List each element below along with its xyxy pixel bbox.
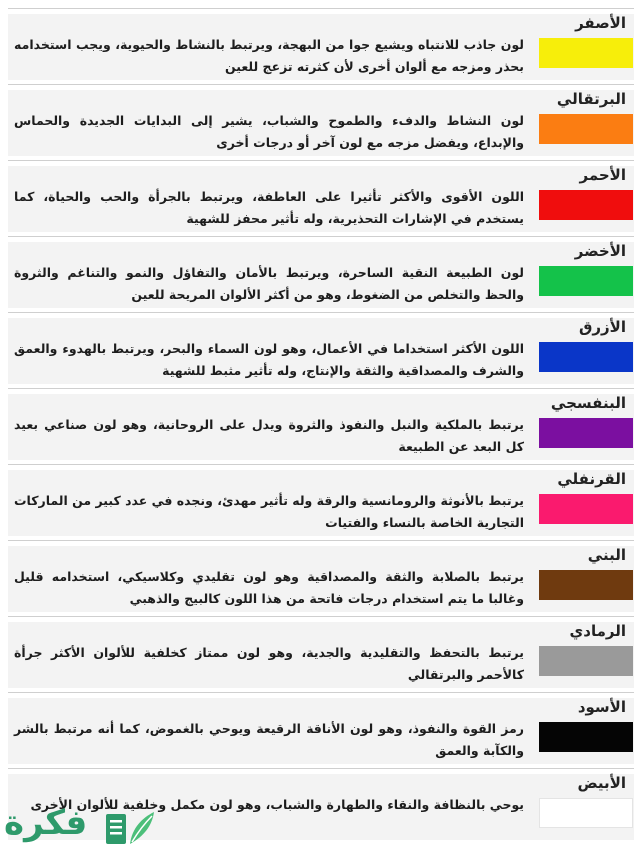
row-divider <box>8 464 634 465</box>
color-swatch <box>539 646 633 676</box>
color-row <box>0 536 640 612</box>
color-description: اللون الأقوى والأكثر تأثيرا على العاطفة، ويرتبط بالجرأة والحب والحياة، كما يستخدم في الإشارات التحذيرية، وله تأثير محفز للشهية <box>14 189 524 226</box>
color-swatch <box>539 266 633 296</box>
color-row <box>0 232 640 308</box>
color-swatch <box>539 38 633 68</box>
color-description: يرتبط بالملكية والنبل والنفوذ والثروة ويدل على الروحانية، وهو لون صناعي بعيد كل البعد عن الطبيعة <box>14 417 524 454</box>
color-swatch <box>539 114 633 144</box>
row-divider <box>8 236 634 237</box>
row-divider <box>8 312 634 313</box>
color-row <box>0 384 640 460</box>
row-divider <box>8 388 634 389</box>
color-swatch <box>539 418 633 448</box>
color-row <box>0 156 640 232</box>
row-divider <box>8 768 634 769</box>
color-description: يرتبط بالأنوثة والرومانسية والرقة وله تأثير مهدئ، ونجده في عدد كبير من الماركات التجارية الخاصة بالنساء والفتيات <box>14 493 524 530</box>
row-divider <box>8 160 634 161</box>
logo-text: فكرة <box>4 803 88 843</box>
row-divider <box>8 84 634 85</box>
color-description: لون جاذب للانتباه ويشيع جوا من البهجة، ويرتبط بالنشاط والحيوية، ويجب استخدامه بحذر ومزجه مع ألوان أخرى لأن كثرته تزعج للعين <box>14 37 524 74</box>
color-name: الأخضر <box>574 242 626 260</box>
color-description: لون النشاط والدفء والطموح والشباب، يشير إلى البدايات الجديدة والحماس والإبداع، ويفضل مزجه مع لون آخر أو درجات أخرى <box>14 113 524 150</box>
row-divider <box>8 616 634 617</box>
color-swatch <box>539 798 633 828</box>
color-name: الأحمر <box>579 166 626 184</box>
color-name: البنفسجي <box>550 394 626 412</box>
color-description: يرتبط بالصلابة والثقة والمصداقية وهو لون تقليدي وكلاسيكي، استخدامه قليل وغالبا ما يتم استخدام درجات فاتحة من هذا اللون كالبيج والذهبي <box>14 569 524 606</box>
row-divider <box>8 692 634 693</box>
color-name: البني <box>587 546 626 564</box>
color-description: يرتبط بالتحفظ والتقليدية والجدية، وهو لون ممتاز كخلفية للألوان الأكثر جرأة كالأحمر والبرتقالي <box>14 645 524 682</box>
color-description: اللون الأكثر استخداما في الأعمال، وهو لون السماء والبحر، ويرتبط بالهدوء والعمق والشرف والمصداقية والثقة والإنتاج، وله تأثير مثبط للشهية <box>14 341 524 378</box>
color-description: لون الطبيعة النقية الساحرة، ويرتبط بالأمان والتفاؤل والنمو والتناغم والثروة والحظ والتخلص من الضغوط، وهو من أكثر الألوان المريحة للعين <box>14 265 524 302</box>
color-description: يوحي بالنظافة والنقاء والطهارة والشباب، وهو لون مكمل وخلفية للألوان الأخرى <box>30 797 524 812</box>
color-swatch <box>539 342 633 372</box>
fekra-logo <box>2 800 162 850</box>
row-divider <box>8 540 634 541</box>
color-row <box>0 308 640 384</box>
color-row <box>0 460 640 536</box>
color-swatch <box>539 570 633 600</box>
row-divider <box>8 8 634 9</box>
book-leaf-icon <box>102 804 158 848</box>
color-swatch <box>539 494 633 524</box>
color-description: رمز القوة والنفوذ، وهو لون الأناقة الرقيعة ويوحي بالغموض، كما أنه مرتبط بالشر والكآبة والعمق <box>14 721 524 758</box>
color-swatch <box>539 190 633 220</box>
color-row <box>0 80 640 156</box>
color-name: الأصفر <box>575 14 626 32</box>
color-name: البرتقالي <box>556 90 626 108</box>
color-row <box>0 4 640 80</box>
color-swatch <box>539 722 633 752</box>
color-name: الرمادي <box>569 622 626 640</box>
color-name: الأزرق <box>579 318 626 336</box>
color-row <box>0 612 640 688</box>
color-row <box>0 688 640 764</box>
color-name: الأسود <box>577 698 626 716</box>
color-name: الأبيض <box>577 774 626 792</box>
color-name: القرنفلي <box>557 470 626 488</box>
